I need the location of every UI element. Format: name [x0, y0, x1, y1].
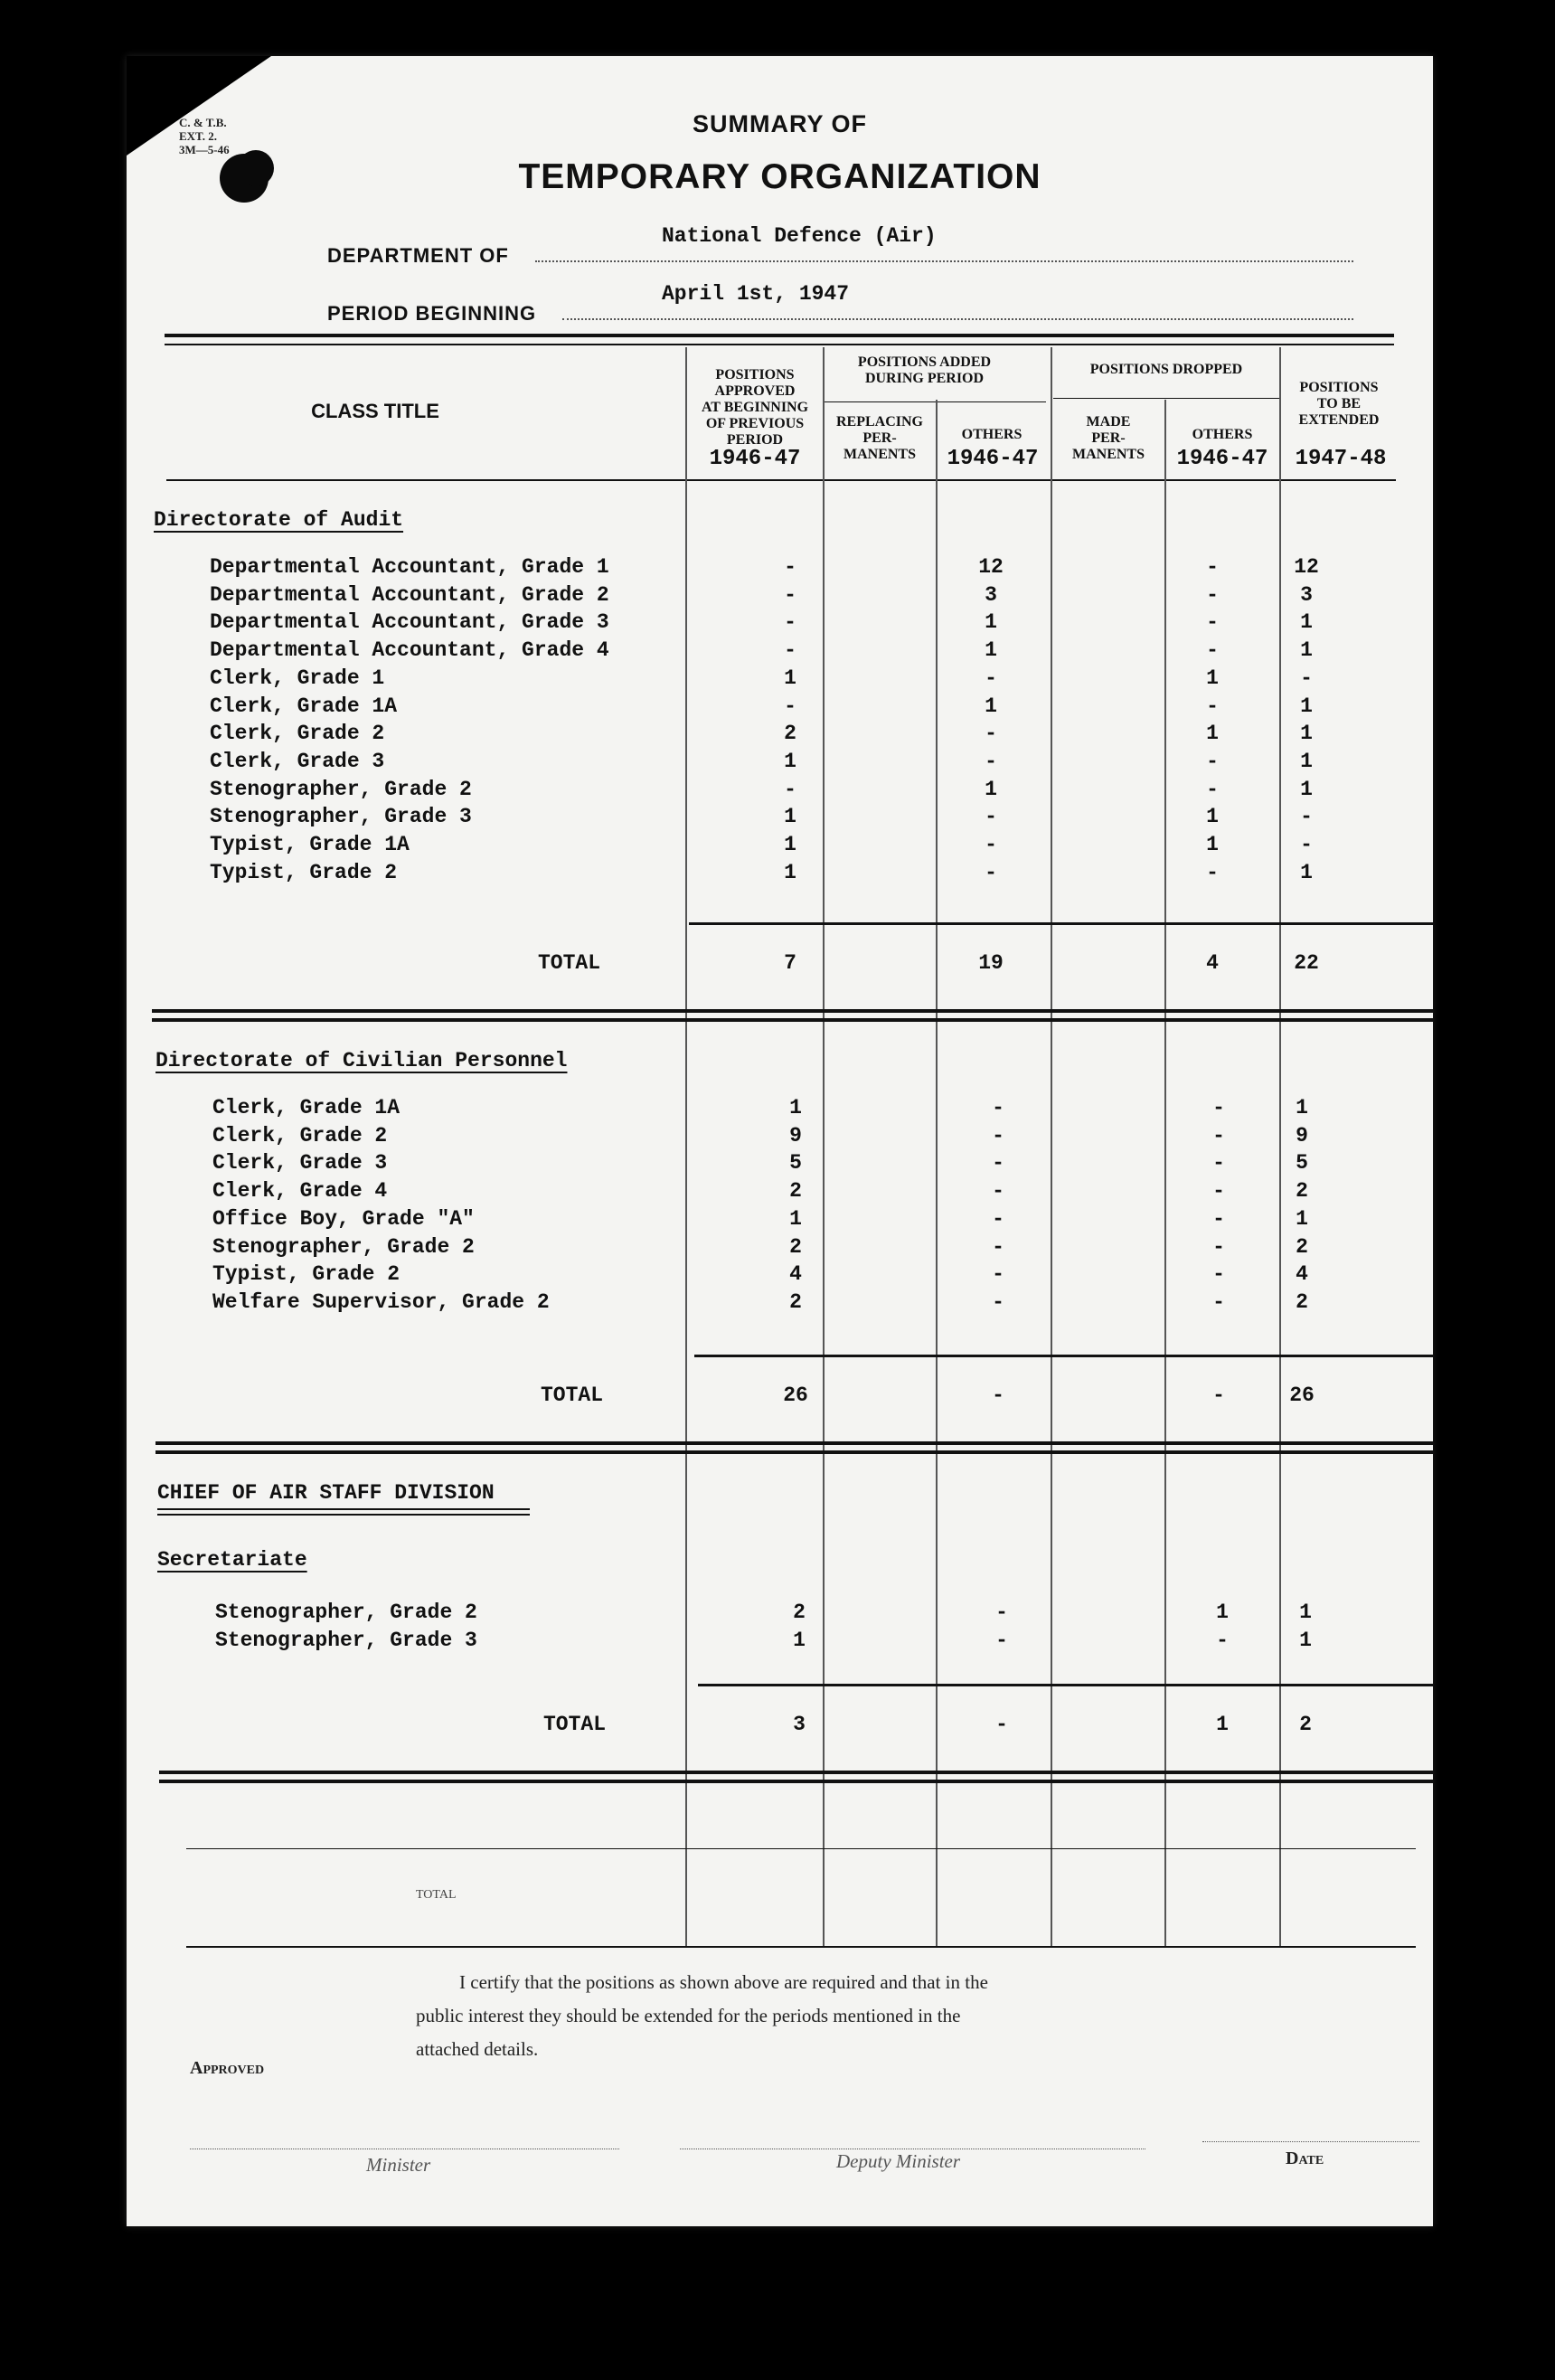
extended-cell: 2: [1296, 1234, 1308, 1259]
extended-cell: 12: [1294, 555, 1319, 579]
table-row: [127, 861, 1433, 888]
approved-header: [687, 367, 823, 449]
section-title-civilian-personnel: Directorate of Civilian Personnel: [156, 1049, 568, 1072]
header-rule: [165, 344, 1394, 345]
class-title-cell: Clerk, Grade 3: [212, 1151, 388, 1176]
section-end-rule: [152, 1018, 1433, 1022]
class-title-cell: Departmental Accountant, Grade 4: [210, 638, 609, 663]
total-added-cell: -: [995, 1713, 1008, 1736]
approved-cell: 1: [784, 833, 796, 856]
period-line: [562, 318, 1353, 320]
class-title-cell: Clerk, Grade 1: [210, 666, 385, 690]
class-title-cell: Clerk, Grade 2: [212, 1123, 388, 1148]
added-cell: -: [992, 1123, 1004, 1148]
added-cell: 1: [985, 694, 997, 718]
class-title-cell: Office Boy, Grade "A": [212, 1206, 475, 1231]
added-cell: -: [992, 1289, 1004, 1314]
extended-cell: 1: [1300, 638, 1313, 663]
department-value: National Defence (Air): [662, 224, 937, 248]
form-code-line: C. & T.B.: [179, 116, 227, 129]
added-cell: -: [992, 1096, 1004, 1119]
extended-header-line: POSITIONS: [1299, 380, 1379, 395]
dropped-cell: -: [1206, 777, 1219, 801]
dropped-cell: 1: [1206, 722, 1219, 746]
dropped-cell: -: [1206, 582, 1219, 607]
dropped-cell: -: [1206, 610, 1219, 635]
header-rule: [165, 334, 1394, 337]
dropped-cell: 1: [1216, 1601, 1229, 1624]
period-value: April 1st, 1947: [662, 282, 850, 306]
total-row: [127, 1384, 1433, 1411]
dropped-cell: -: [1212, 1151, 1225, 1176]
table-row: [127, 555, 1433, 582]
extended-cell: 1: [1300, 749, 1313, 773]
approved-cell: 1: [793, 1628, 806, 1652]
extended-cell: -: [1300, 805, 1313, 829]
blank-total-rule: [186, 1946, 1416, 1948]
minister-label: Minister: [366, 2154, 431, 2176]
department-line: [535, 260, 1353, 262]
extended-header-line: TO BE: [1316, 396, 1362, 411]
approved-cell: 5: [789, 1151, 802, 1176]
class-title-header: CLASS TITLE: [311, 400, 439, 422]
total-label: TOTAL: [541, 1384, 604, 1407]
section-end-rule: [159, 1780, 1433, 1783]
date-line[interactable]: [1202, 2141, 1419, 2142]
table-row: [127, 778, 1433, 805]
dropped-cell: -: [1206, 638, 1219, 663]
table-row: [127, 750, 1433, 777]
total-extended-cell: 2: [1299, 1713, 1312, 1736]
form-heading: SUMMARY OF: [692, 110, 867, 137]
table-row: [127, 1179, 1433, 1206]
approved-cell: 1: [789, 1206, 802, 1231]
table-row: [127, 694, 1433, 722]
class-title-cell: Clerk, Grade 1A: [212, 1096, 401, 1119]
extended-cell: 1: [1300, 777, 1313, 801]
date-label: Date: [1286, 2149, 1324, 2168]
section-title-chief-air-staff: CHIEF OF AIR STAFF DIVISION: [157, 1481, 495, 1505]
total-approved-cell: 26: [783, 1384, 808, 1407]
added-cell: 1: [985, 777, 997, 801]
table-row: [127, 833, 1433, 860]
class-title-cell: Welfare Supervisor, Grade 2: [212, 1289, 550, 1314]
total-dropped-cell: 1: [1216, 1713, 1229, 1736]
total-added-cell: -: [992, 1384, 1004, 1407]
dropped-cell: -: [1212, 1262, 1225, 1287]
class-title-cell: Clerk, Grade 3: [210, 749, 385, 773]
extended-cell: 5: [1296, 1151, 1308, 1176]
extended-header: [1280, 380, 1398, 429]
dropped-cell: -: [1206, 860, 1219, 884]
approved-header-line: PERIOD: [726, 432, 784, 448]
dropped-cell: -: [1216, 1628, 1229, 1652]
added-group-line: DURING PERIOD: [864, 371, 985, 386]
added-group-line: POSITIONS ADDED: [857, 354, 992, 370]
extended-cell: 9: [1296, 1123, 1308, 1148]
approved-cell: 1: [784, 860, 796, 884]
table-row: [127, 1235, 1433, 1262]
added-cell: -: [985, 833, 997, 856]
table-row: [127, 1151, 1433, 1178]
added-year: 1946-47: [947, 447, 1039, 471]
form-code-line: 3M—5-46: [179, 143, 230, 156]
added-cell: 1: [985, 638, 997, 663]
total-dropped-cell: 4: [1206, 951, 1219, 975]
certification-line: attached details.: [416, 2038, 539, 2060]
approved-cell: -: [784, 638, 796, 663]
approved-cell: -: [784, 555, 796, 579]
dropped-cell: -: [1212, 1123, 1225, 1148]
dropped-year: 1946-47: [1176, 447, 1268, 471]
dropped-cell: -: [1212, 1179, 1225, 1204]
table-row: [127, 1124, 1433, 1151]
approved-cell: -: [784, 694, 796, 718]
approved-header-line: POSITIONS: [715, 367, 795, 382]
table-row: [127, 805, 1433, 832]
class-title-cell: Stenographer, Grade 2: [210, 777, 472, 801]
dropped-cell: -: [1206, 749, 1219, 773]
approved-cell: -: [784, 582, 796, 607]
table-row: [127, 1601, 1433, 1628]
dropped-others-header: OTHERS: [1192, 427, 1253, 442]
approved-cell: 4: [789, 1262, 802, 1287]
subtotal-rule: [698, 1684, 1433, 1686]
approved-cell: -: [784, 777, 796, 801]
section-title-audit: Directorate of Audit: [154, 508, 404, 532]
class-title-cell: Stenographer, Grade 3: [215, 1628, 477, 1652]
class-title-cell: Departmental Accountant, Grade 2: [210, 582, 609, 607]
added-cell: -: [992, 1206, 1004, 1231]
class-title-cell: Clerk, Grade 4: [212, 1179, 388, 1204]
table-row: [127, 610, 1433, 638]
certification-line: public interest they should be extended for the periods mentioned in the: [416, 2005, 961, 2026]
added-group-header: [823, 354, 1026, 387]
deputy-label: Deputy Minister: [836, 2150, 961, 2172]
table-row: [127, 666, 1433, 694]
dropped-cell: 1: [1206, 833, 1219, 856]
added-cell: -: [985, 749, 997, 773]
extended-year: 1947-48: [1295, 447, 1387, 471]
extended-cell: 4: [1296, 1262, 1308, 1287]
subtotal-rule: [694, 1355, 1433, 1357]
class-title-cell: Clerk, Grade 2: [210, 722, 385, 746]
approved-cell: 1: [784, 805, 796, 829]
class-title-cell: Stenographer, Grade 2: [212, 1234, 475, 1259]
added-cell: -: [995, 1601, 1008, 1624]
total-extended-cell: 22: [1294, 951, 1319, 975]
certification-line: I certify that the positions as shown above are required and that in the: [459, 1971, 988, 1993]
replacing-header-line: PER-: [862, 430, 897, 446]
class-title-cell: Stenographer, Grade 2: [215, 1601, 477, 1624]
dropped-cell: -: [1212, 1234, 1225, 1259]
total-extended-cell: 26: [1289, 1384, 1315, 1407]
extended-header-line: EXTENDED: [1298, 412, 1380, 428]
table-row: [127, 1207, 1433, 1234]
section-end-rule: [156, 1441, 1433, 1445]
section-subtitle-secretariate: Secretariate: [157, 1548, 307, 1572]
subtotal-rule: [689, 922, 1433, 925]
extended-cell: 2: [1296, 1289, 1308, 1314]
approved-cell: 1: [784, 749, 796, 773]
added-cell: 1: [985, 610, 997, 635]
period-label: PERIOD BEGINNING: [327, 302, 537, 325]
added-cell: 12: [978, 555, 1004, 579]
added-cell: -: [992, 1179, 1004, 1204]
table-row: [127, 583, 1433, 610]
extended-cell: 1: [1296, 1096, 1308, 1119]
approved-cell: -: [784, 610, 796, 635]
class-title-cell: Typist, Grade 2: [212, 1262, 401, 1287]
class-title-cell: Typist, Grade 1A: [210, 833, 410, 856]
extended-cell: 2: [1296, 1179, 1308, 1204]
dropped-cell: -: [1206, 694, 1219, 718]
blank-rule: [186, 1848, 1416, 1849]
class-title-cell: Stenographer, Grade 3: [210, 805, 472, 829]
approved-cell: 1: [784, 666, 796, 690]
certification-text: [416, 1966, 1230, 2066]
department-label: DEPARTMENT OF: [327, 244, 509, 267]
form-sheet: [127, 56, 1433, 2226]
section-end-rule: [159, 1771, 1433, 1774]
dropped-cell: -: [1206, 555, 1219, 579]
extended-cell: -: [1300, 666, 1313, 690]
added-cell: -: [995, 1628, 1008, 1652]
approved-header-line: OF PREVIOUS: [705, 416, 805, 431]
approved-cell: 2: [789, 1289, 802, 1314]
made-header-line: MANENTS: [1071, 447, 1145, 462]
class-title-cell: Departmental Accountant, Grade 3: [210, 610, 609, 635]
header-bottom-rule: [166, 479, 1396, 481]
extended-cell: 1: [1300, 610, 1313, 635]
dropped-cell: -: [1212, 1289, 1225, 1314]
approved-cell: 2: [789, 1179, 802, 1204]
added-cell: -: [985, 722, 997, 746]
section-title-underline: [157, 1514, 530, 1516]
form-code-line: EXT. 2.: [179, 129, 218, 143]
extended-cell: 1: [1300, 860, 1313, 884]
approved-label: Approved: [190, 2058, 265, 2078]
class-title-cell: Clerk, Grade 1A: [210, 694, 398, 718]
dropped-cell: 1: [1206, 805, 1219, 829]
made-header: [1053, 414, 1164, 463]
added-cell: -: [985, 860, 997, 884]
total-approved-cell: 3: [793, 1713, 806, 1736]
total-row: [127, 1713, 1433, 1740]
approved-cell: 2: [784, 722, 796, 746]
approved-year: 1946-47: [709, 447, 801, 471]
approved-cell: 2: [793, 1601, 806, 1624]
extended-cell: 1: [1299, 1628, 1312, 1652]
table-row: [127, 1629, 1433, 1656]
dropped-cell: 1: [1206, 666, 1219, 690]
replacing-header-line: MANENTS: [843, 447, 916, 462]
blank-total-label: TOTAL: [416, 1888, 457, 1902]
extended-cell: 3: [1300, 582, 1313, 607]
approved-cell: 2: [789, 1234, 802, 1259]
approved-cell: 1: [789, 1096, 802, 1119]
table-row: [127, 1262, 1433, 1289]
total-approved-cell: 7: [784, 951, 796, 975]
added-cell: 3: [985, 582, 997, 607]
table-row: [127, 1290, 1433, 1318]
extended-cell: 1: [1296, 1206, 1308, 1231]
made-header-line: PER-: [1091, 430, 1126, 446]
extended-cell: 1: [1300, 722, 1313, 746]
approved-header-line: APPROVED: [714, 383, 796, 399]
added-others-header: OTHERS: [961, 427, 1023, 442]
class-title-cell: Departmental Accountant, Grade 1: [210, 555, 609, 579]
total-row: [127, 951, 1433, 978]
table-row: [127, 722, 1433, 749]
class-title-cell: Typist, Grade 2: [210, 860, 398, 884]
total-dropped-cell: -: [1212, 1384, 1225, 1407]
added-cell: -: [985, 666, 997, 690]
approved-cell: 9: [789, 1123, 802, 1148]
approved-header-line: AT BEGINNING: [701, 400, 809, 415]
table-row: [127, 638, 1433, 666]
replacing-header-line: REPLACING: [835, 414, 923, 430]
added-cell: -: [992, 1234, 1004, 1259]
dropped-cell: -: [1212, 1096, 1225, 1119]
dropped-cell: -: [1212, 1206, 1225, 1231]
section-title-underline: [157, 1508, 530, 1510]
total-added-cell: 19: [978, 951, 1004, 975]
form-title: TEMPORARY ORGANIZATION: [518, 157, 1041, 196]
extended-cell: -: [1300, 833, 1313, 856]
added-cell: -: [985, 805, 997, 829]
table-row: [127, 1096, 1433, 1123]
extended-cell: 1: [1299, 1601, 1312, 1624]
extended-cell: 1: [1300, 694, 1313, 718]
total-label: TOTAL: [543, 1713, 607, 1736]
added-cell: -: [992, 1151, 1004, 1176]
replacing-header: [825, 414, 935, 463]
section-end-rule: [152, 1009, 1433, 1013]
dropped-group-rule: [1053, 398, 1279, 399]
made-header-line: MADE: [1086, 414, 1131, 430]
total-label: TOTAL: [538, 951, 601, 975]
dropped-group-header: POSITIONS DROPPED: [1089, 362, 1243, 377]
section-end-rule: [156, 1450, 1433, 1454]
added-cell: -: [992, 1262, 1004, 1287]
